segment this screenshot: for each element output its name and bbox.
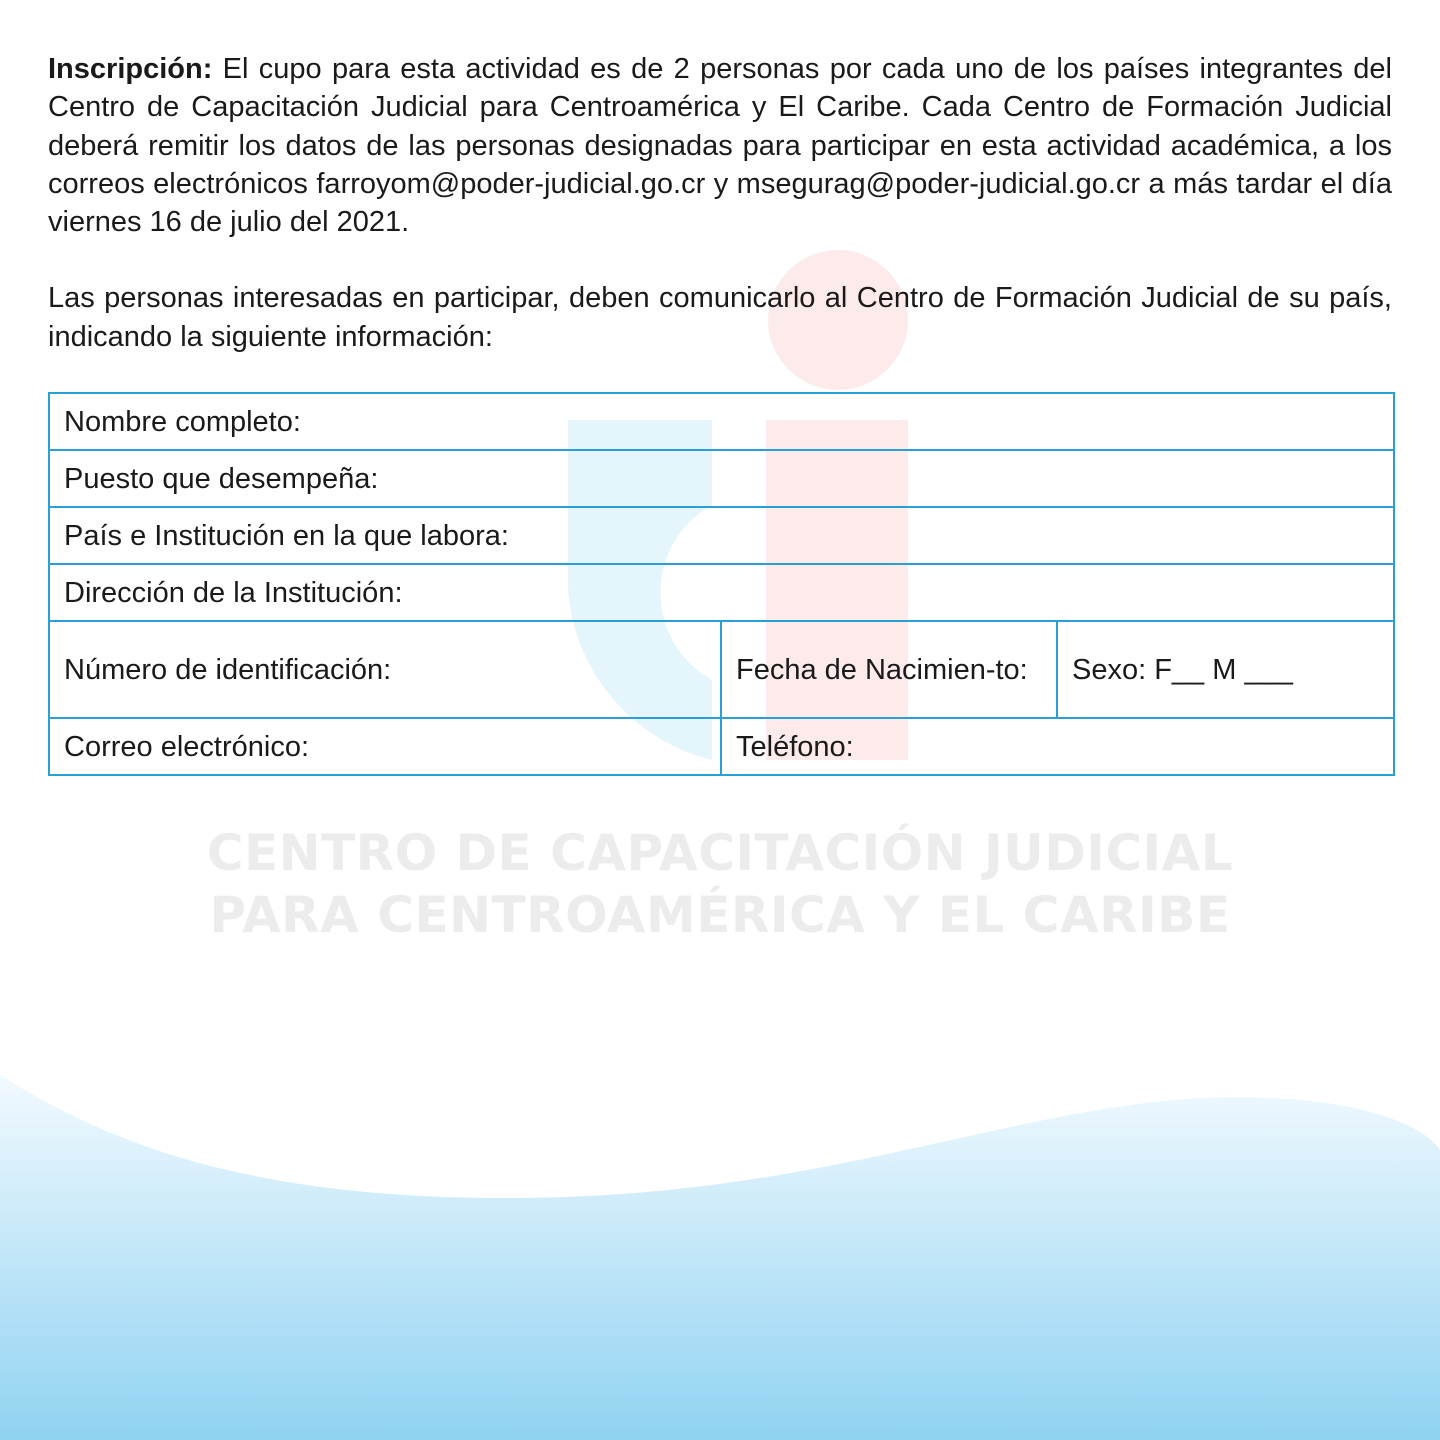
document-body (48, 50, 1392, 356)
email-field: Correo electrónico: (49, 718, 721, 775)
form-row-full-name (49, 393, 1394, 450)
watermark-line-1: CENTRO DE CAPACITACIÓN JUDICIAL (206, 824, 1234, 882)
registration-label: Inscripción: (48, 53, 213, 85)
position-field: Puesto que desempeña: (49, 450, 1394, 507)
country-institution-field: País e Institución en la que labora: (49, 507, 1394, 564)
institution-watermark (0, 822, 1440, 946)
form-row-contact (49, 718, 1394, 775)
full-name-field: Nombre completo: (49, 393, 1394, 450)
registration-paragraph (48, 50, 1392, 241)
id-number-field: Número de identificación: (49, 621, 721, 718)
form-row-institution-address (49, 564, 1394, 621)
sex-field: Sexo: F__ M ___ (1057, 621, 1394, 718)
registration-form-table (48, 392, 1395, 776)
form-row-position (49, 450, 1394, 507)
phone-field: Teléfono: (721, 718, 1394, 775)
instructions-paragraph: Las personas interesadas en participar, deben comunicarlo al Centro de Formación Judicial de su país, indicando la siguiente información: (48, 282, 1392, 353)
birth-date-field: Fecha de Nacimien-to: (721, 621, 1057, 718)
form-row-identification (49, 621, 1394, 718)
form-row-country-institution (49, 507, 1394, 564)
watermark-line-2: PARA CENTROAMÉRICA Y EL CARIBE (209, 886, 1231, 944)
registration-text: El cupo para esta actividad es de 2 personas por cada uno de los países integrantes del Centro de Capacitación Judicial para Centroamérica y El Caribe. Cada Centro de Formación Judicial deberá remitir los datos de las personas designadas para participar en esta actividad académica, a los correos electrónicos farroyom@poder-judicial.go.cr y msegurag@poder-judicial.go.cr a más tardar el día viernes 16 de julio del 2021. (48, 53, 1392, 239)
institution-address-field: Dirección de la Institución: (49, 564, 1394, 621)
